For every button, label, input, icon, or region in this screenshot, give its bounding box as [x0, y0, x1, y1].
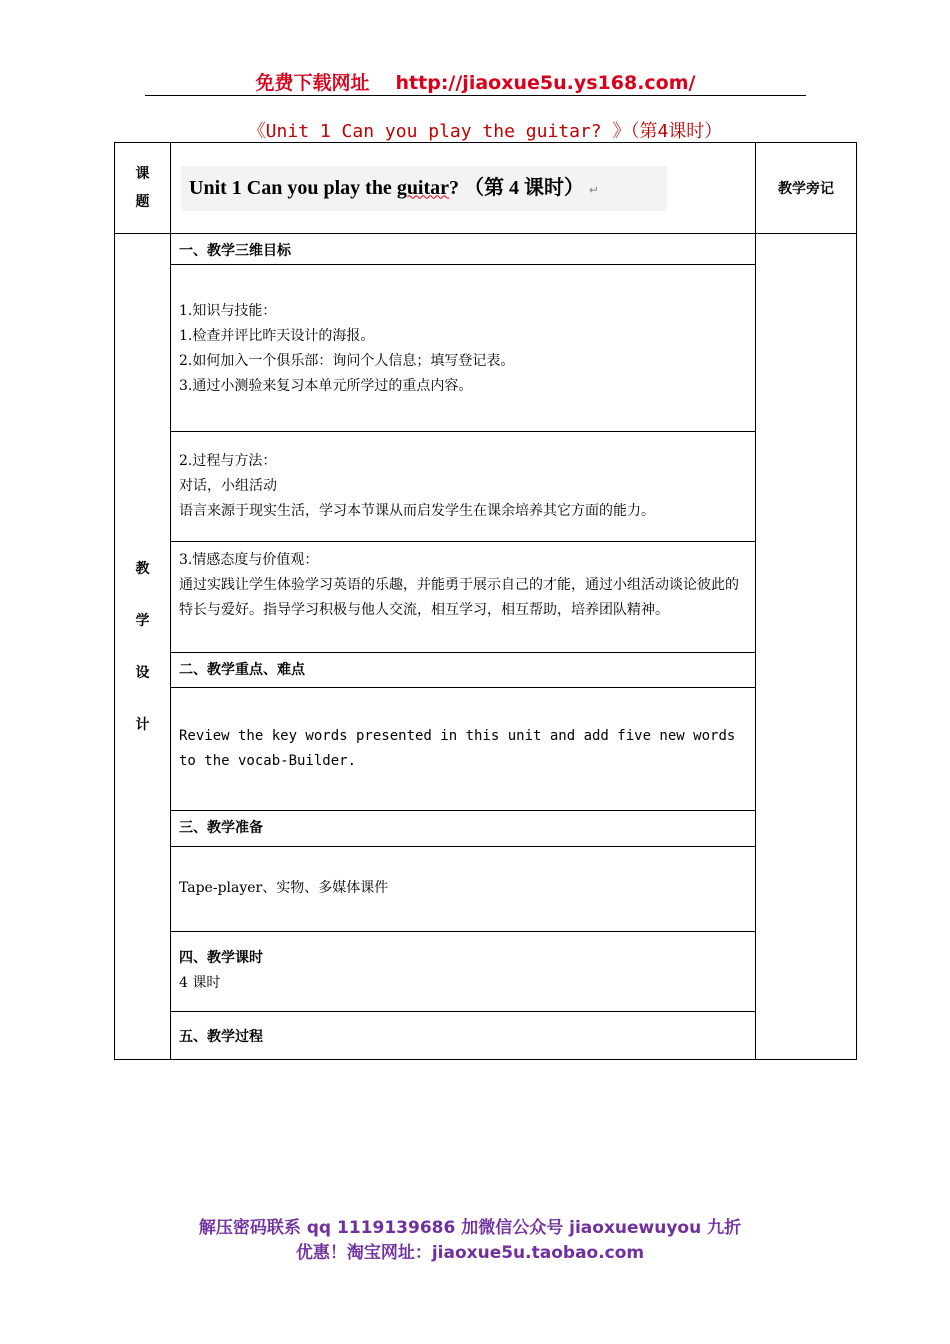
- class-hours-block: [171, 932, 756, 1012]
- design-label-char: 计: [135, 716, 150, 733]
- lesson-title-cell: [171, 143, 756, 234]
- text-line: 2.过程与方法：: [179, 453, 277, 469]
- topic-label: [115, 143, 171, 234]
- spellcheck-underline: guitar: [396, 176, 450, 199]
- lesson-title: Unit 1 Can you play the guitar? （第 4 课时） ↵: [181, 166, 667, 211]
- document-title: 《Unit 1 Can you play the guitar? 》（第4课时）: [247, 121, 723, 142]
- design-label-char: 教: [135, 560, 150, 577]
- design-label-char: 学: [135, 612, 150, 629]
- section-heading-class-hours: 四、教学课时: [179, 950, 263, 966]
- header-divider: [145, 95, 806, 96]
- design-label-char: 设: [135, 664, 150, 681]
- section-heading-process: 五、教学过程: [171, 1012, 756, 1060]
- text-line: 语言来源于现实生活，学习本节课从而启发学生在课余培养其它方面的能力。: [179, 503, 655, 519]
- process-methods-block: [171, 432, 756, 542]
- text-line: 3.通过小测验来复习本单元所学过的重点内容。: [179, 378, 473, 394]
- topic-label-char: 课: [135, 166, 150, 182]
- section-heading-objectives: 一、教学三维目标: [171, 234, 756, 265]
- teaching-notes-label: 教学旁记: [756, 143, 857, 234]
- design-label: [115, 234, 171, 1060]
- lesson-plan-table: [114, 142, 857, 1060]
- header-url-link[interactable]: http://jiaoxue5u.ys168.com/: [395, 72, 696, 94]
- attitude-values-block: [171, 542, 756, 653]
- text-paragraph: 通过实践让学生体验学习英语的乐趣，并能勇于展示自己的才能，通过小组活动谈论彼此的特长与爱好。指导学习积极与他人交流，相互学习，相互帮助，培养团队精神。: [179, 577, 739, 618]
- text-line: 对话，小组活动: [179, 478, 277, 494]
- footer-line: 优惠！淘宝网址：jiaoxue5u.taobao.com: [295, 1243, 645, 1263]
- knowledge-skills-block: [171, 265, 756, 432]
- header-label: 免费下载网址: [255, 72, 370, 94]
- class-hours-text: 4 课时: [179, 975, 221, 991]
- footer-promo: [110, 1216, 830, 1266]
- key-points-text: Review the key words presented in this unit and add five new words to the vocab-Builder.: [171, 688, 756, 811]
- text-line: 1.知识与技能：: [179, 303, 277, 319]
- section-heading-preparation: 三、教学准备: [171, 811, 756, 847]
- text-line: 3.情感态度与价值观：: [179, 552, 319, 568]
- topic-label-char: 题: [135, 194, 150, 210]
- preparation-text: Tape-player、实物、多媒体课件: [171, 847, 756, 932]
- text-line: 1.检查并评比昨天设计的海报。: [179, 328, 375, 344]
- footer-line: 解压密码联系 qq 1119139686 加微信公众号 jiaoxuewuyou 九折: [198, 1218, 742, 1238]
- section-heading-key-points: 二、教学重点、难点: [171, 653, 756, 688]
- download-header: [145, 68, 806, 95]
- teaching-notes-area: [756, 234, 857, 1060]
- text-line: 2.如何加入一个俱乐部：询问个人信息；填写登记表。: [179, 353, 515, 369]
- paragraph-mark-icon: ↵: [589, 182, 600, 197]
